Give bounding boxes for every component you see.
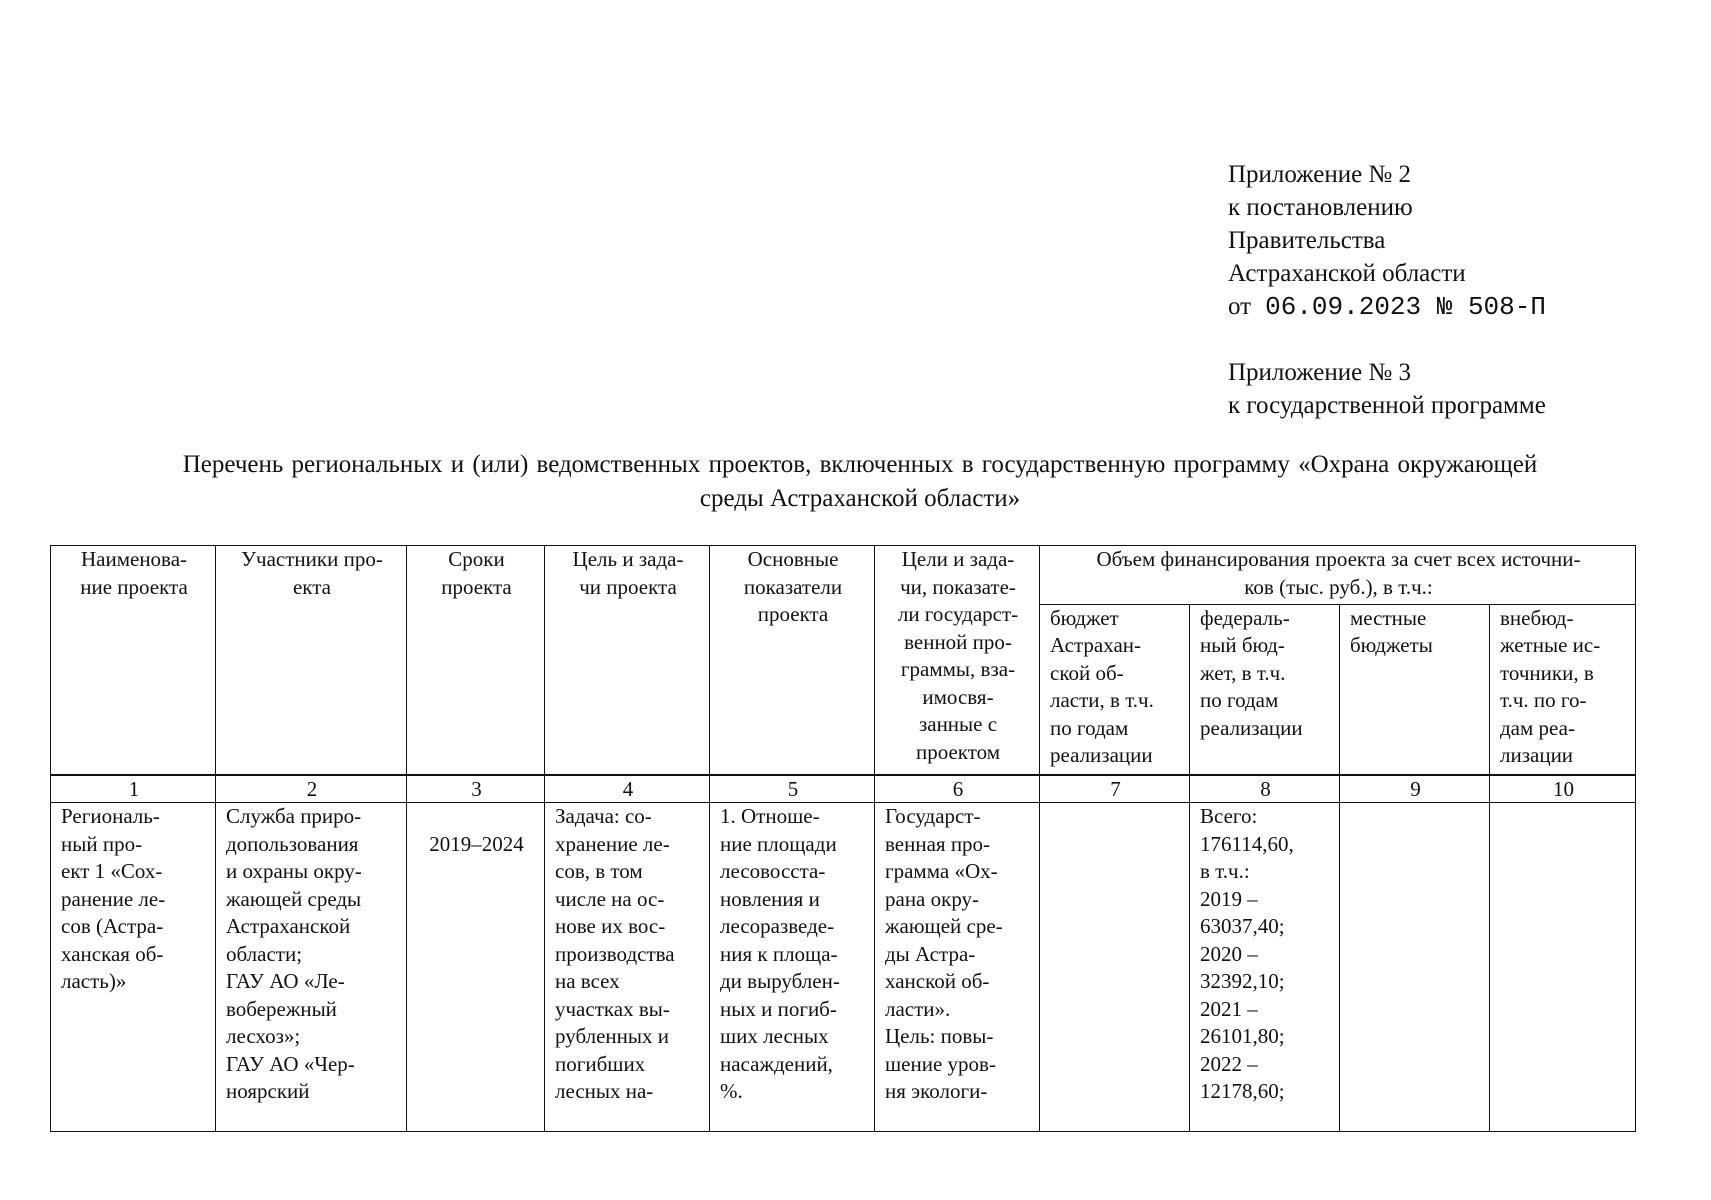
cell-text-line: проекта: [441, 574, 512, 599]
cell-text-line: ект 1 «Сох-: [61, 859, 163, 883]
cell-text-line: 2022 –: [1200, 1051, 1258, 1076]
column-numbers-row: [50, 775, 1636, 803]
cell-text-line: лизации: [1500, 743, 1574, 768]
cell-text-line: ГАУ АО «Чер-: [226, 1051, 355, 1076]
cell-local-budgets: [1340, 803, 1490, 1132]
cell-text-line: местные: [1350, 605, 1427, 630]
header-funding-group: [1040, 546, 1636, 605]
appendix-line: к государственной программе: [1228, 392, 1546, 419]
cell-text-line: федераль-: [1200, 605, 1290, 630]
cell-text-line: Наименова-: [80, 547, 188, 571]
header-goals: [545, 546, 710, 775]
cell-text-line: 63037,40;: [1200, 914, 1285, 938]
cell-text-line: ханской об-: [885, 969, 990, 993]
cell-text-line: допользования: [226, 831, 359, 856]
cell-extrabudgetary: [1490, 803, 1636, 1132]
projects-table-header: [50, 545, 1636, 775]
cell-text-line: чи проекта: [579, 574, 677, 599]
cell-text-line: имосвя-: [922, 684, 994, 709]
cell-text-line: жетные ис-: [1500, 633, 1601, 658]
cell-text-line: на всех: [555, 969, 620, 993]
header-participants: [216, 546, 407, 775]
cell-text-line: жающей сре-: [885, 914, 1003, 938]
date-prefix: от: [1228, 293, 1252, 320]
cell-text-line: ГАУ АО «Ле-: [226, 969, 345, 993]
cell-text-line: Астраханской: [226, 914, 351, 938]
cell-text-line: венной про-: [904, 629, 1012, 654]
cell-text-line: ных и погиб-: [720, 996, 837, 1021]
column-number: 6: [875, 776, 1040, 803]
cell-text-line: проекта: [757, 602, 829, 626]
cell-text-line: ласти, в т.ч.: [1050, 688, 1154, 713]
column-number: 7: [1040, 776, 1190, 803]
cell-text-line: 32392,10;: [1200, 969, 1285, 993]
cell-text-line: Цели и зада-: [901, 547, 1015, 571]
cell-text-line: бюджеты: [1350, 633, 1433, 658]
cell-text-line: рана окру-: [885, 886, 980, 911]
cell-text-line: хранение ле-: [555, 831, 670, 856]
projects-table-body: [50, 802, 1636, 1132]
header-local-budgets: [1340, 604, 1490, 774]
cell-text-line: Сроки: [448, 547, 505, 571]
cell-participants: [216, 803, 407, 1132]
document-title: [70, 448, 1650, 516]
cell-text-line: реализации: [1050, 743, 1153, 768]
header-terms: [407, 546, 545, 775]
header-extrabudgetary: [1490, 604, 1636, 774]
cell-text-line: внебюд-: [1500, 605, 1574, 630]
cell-text-line: грамма «Ох-: [885, 859, 998, 883]
cell-text-line: ноярский: [226, 1079, 310, 1103]
cell-text-line: %.: [720, 1079, 743, 1103]
cell-text-line: в т.ч.:: [1200, 859, 1250, 883]
cell-text-line: ния к площа-: [720, 941, 838, 966]
cell-text-line: лесоразведе-: [720, 914, 835, 938]
appendix-header: [1228, 158, 1546, 422]
appendix-line: Приложение № 2: [1228, 161, 1412, 188]
cell-text-line: 2020 –: [1200, 941, 1258, 966]
table-row: [51, 803, 1636, 1132]
column-number: 1: [51, 776, 216, 803]
cell-text-line: по годам: [1050, 715, 1129, 740]
cell-text-line: ших лесных: [720, 1024, 829, 1048]
column-number: 10: [1490, 776, 1636, 803]
cell-text-line: дам реа-: [1500, 715, 1575, 740]
cell-text-line: 2021 –: [1200, 996, 1258, 1021]
header-program-goals: [875, 546, 1040, 775]
cell-text-line: ранение ле-: [61, 886, 166, 911]
appendix-line: к постановлению: [1228, 194, 1413, 221]
cell-text-line: ды Астра-: [885, 941, 976, 966]
cell-text-line: Государст-: [885, 804, 981, 828]
cell-text-line: ный бюд-: [1200, 633, 1285, 658]
cell-text-line: бюджет: [1050, 605, 1119, 630]
date-number-stamp: 06.09.2023 № 508-П: [1265, 292, 1546, 322]
column-number: 8: [1190, 776, 1340, 803]
cell-indicators: [710, 803, 875, 1132]
terms-value: 2019–2024: [429, 832, 524, 856]
cell-text-line: ласть)»: [61, 969, 127, 993]
cell-text-line: жающей среды: [226, 886, 362, 911]
cell-text-line: Служба приро-: [226, 804, 362, 828]
cell-text-line: Основные: [747, 547, 839, 571]
cell-text-line: числе на ос-: [555, 886, 665, 911]
cell-terms: [407, 803, 545, 1132]
header-regional-budget: [1040, 604, 1190, 774]
cell-text-line: ласти».: [885, 996, 951, 1021]
cell-text-line: точники, в: [1500, 660, 1594, 685]
cell-text-line: участках вы-: [555, 996, 670, 1021]
cell-text-line: по годам: [1200, 688, 1279, 713]
cell-text-line: проектом: [915, 739, 1001, 764]
column-number: 5: [710, 776, 875, 803]
cell-text-line: области;: [226, 941, 303, 966]
cell-text-line: ный про-: [61, 831, 143, 856]
cell-text-line: Цель и зада-: [572, 547, 684, 571]
appendix-line: Приложение № 3: [1228, 359, 1412, 386]
column-number: 2: [216, 776, 407, 803]
cell-text-line: лесовосста-: [720, 859, 826, 883]
cell-text-line: Астрахан-: [1050, 633, 1141, 658]
cell-text-line: насаждений,: [720, 1051, 833, 1076]
cell-federal-budget: [1190, 803, 1340, 1132]
cell-text-line: ханская об-: [61, 941, 164, 966]
cell-text-line: рубленных и: [555, 1024, 669, 1048]
header-project-name: [51, 546, 216, 775]
cell-text-line: чи, показате-: [900, 574, 1016, 599]
cell-text-line: шение уров-: [885, 1051, 996, 1076]
cell-text-line: сов, в том: [555, 859, 643, 883]
title-line: Перечень региональных и (или) ведомственных проектов, включенных в государственную программу «Охрана окружающей: [182, 451, 1538, 478]
cell-text-line: венная про-: [885, 831, 991, 856]
cell-text-line: производства: [555, 941, 675, 966]
cell-text-line: 26101,80;: [1200, 1024, 1285, 1048]
cell-text-line: ской об-: [1050, 660, 1124, 685]
cell-text-line: 12178,60;: [1200, 1079, 1285, 1103]
cell-text-line: екта: [292, 574, 331, 599]
cell-text-line: жет, в т.ч.: [1200, 660, 1286, 685]
column-number: 3: [407, 776, 545, 803]
cell-text-line: Участники про-: [241, 547, 383, 571]
cell-text-line: ли государст-: [897, 602, 1019, 626]
cell-text-line: нове их вос-: [555, 914, 666, 938]
appendix-line: Правительства: [1228, 227, 1386, 254]
column-number: 4: [545, 776, 710, 803]
cell-text-line: ние проекта: [80, 574, 188, 599]
appendix-3-block: [1228, 356, 1546, 422]
cell-text-line: показатели: [743, 574, 843, 599]
cell-text-line: граммы, вза-: [900, 657, 1016, 681]
cell-text-line: т.ч. по го-: [1500, 688, 1587, 713]
cell-text-line: новления и: [720, 886, 820, 911]
cell-text-line: ди вырублен-: [720, 969, 840, 993]
column-number: 9: [1340, 776, 1490, 803]
cell-text-line: Цель: повы-: [885, 1024, 994, 1048]
cell-text-line: занные с: [918, 712, 998, 736]
cell-text-line: вобережный: [226, 996, 337, 1021]
cell-text-line: сов (Астра-: [61, 914, 164, 938]
appendix-date-line: [1228, 290, 1546, 324]
cell-text-line: ние площади: [720, 831, 837, 856]
cell-text-line: лесхоз»;: [226, 1024, 301, 1048]
cell-text-line: реализации: [1200, 715, 1303, 740]
cell-project-name: [51, 803, 216, 1132]
cell-text-line: лесных на-: [555, 1079, 654, 1103]
appendix-line: Астраханской области: [1228, 260, 1466, 287]
cell-text-line: ков (тыс. руб.), в т.ч.:: [1244, 574, 1433, 599]
cell-text-line: Объем финансирования проекта за счет всех источни-: [1096, 547, 1581, 571]
cell-regional-budget: [1040, 803, 1190, 1132]
cell-text-line: и охраны окру-: [226, 859, 362, 883]
cell-goals: [545, 803, 710, 1132]
cell-text-line: 1. Отноше-: [720, 804, 820, 828]
header-federal-budget: [1190, 604, 1340, 774]
cell-text-line: Всего:: [1200, 804, 1258, 828]
cell-program-goals: [875, 803, 1040, 1132]
appendix-2-block: [1228, 158, 1546, 324]
cell-text-line: 2019 –: [1200, 886, 1258, 911]
cell-text-line: Задача: со-: [555, 804, 652, 828]
title-line: среды Астраханской области»: [699, 485, 1021, 512]
cell-text-line: 176114,60,: [1200, 831, 1294, 856]
header-indicators: [710, 546, 875, 775]
cell-text-line: Региональ-: [61, 804, 160, 828]
cell-text-line: ня экологи-: [885, 1079, 988, 1103]
cell-text-line: погибших: [555, 1051, 646, 1076]
